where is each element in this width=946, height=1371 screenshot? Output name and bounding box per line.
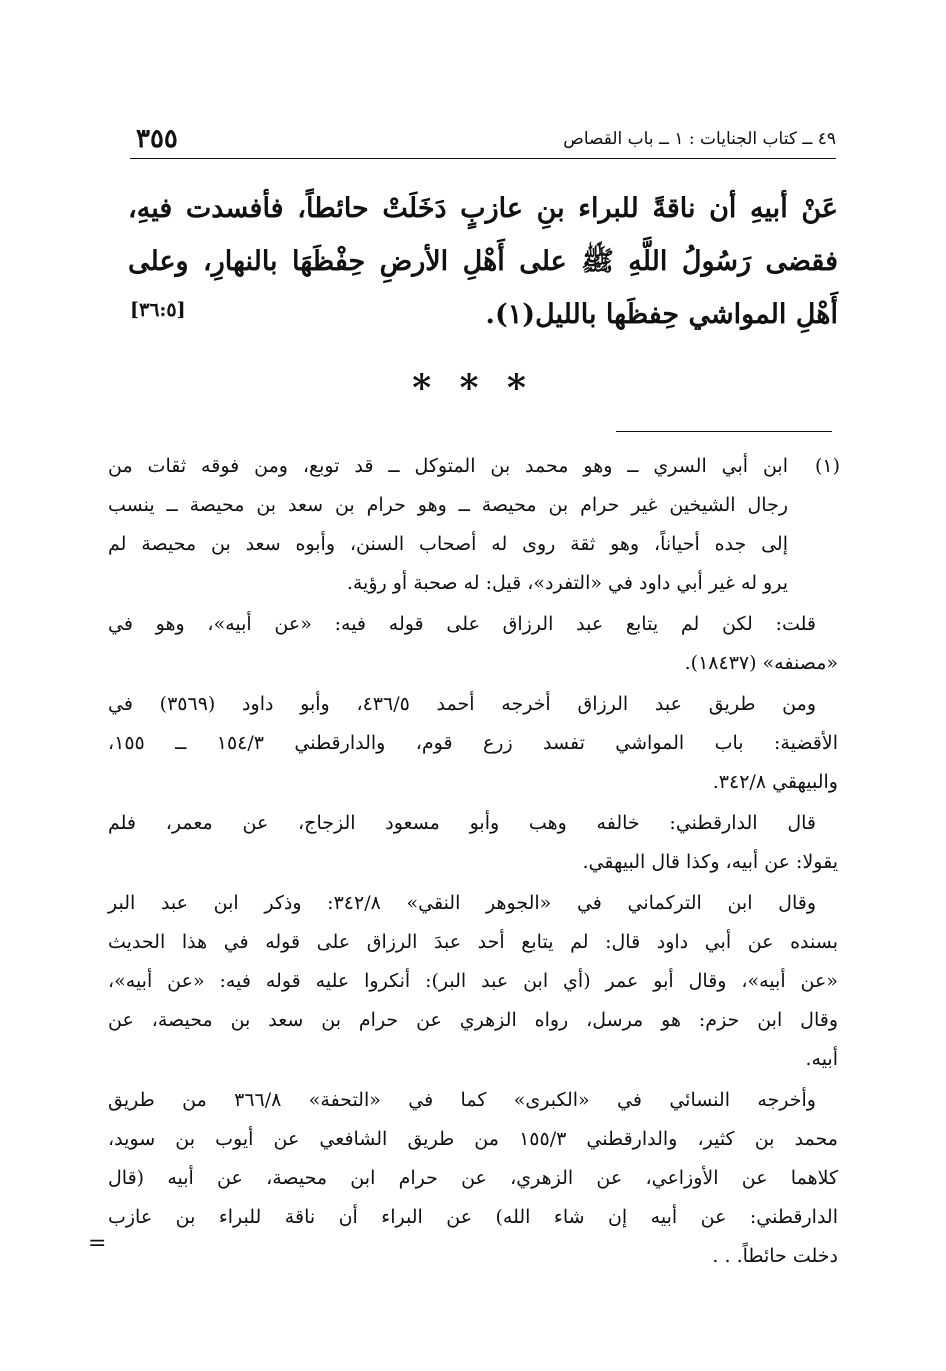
hadith-line: عَنْ أبيهِ أن ناقةً للبراء بنِ عازبٍ دَخَلَتْ حائطاً، فأفسدت فيهِ، <box>128 193 838 224</box>
footnote-line: محمد بن كثير، والدارقطني ١٥٥/٣ من طريق الشافعي عن أيوب بن سويد، <box>108 1128 838 1150</box>
footnote-paragraph <box>108 447 838 603</box>
footnote-line: يقولا: عن أبيه، وكذا قال البيهقي. <box>582 851 838 873</box>
footnote-line: قلت: لكن لم يتابع عبد الرزاق على قوله فيه: «عن أبيه»، وهو في <box>108 613 816 635</box>
hadith-line: أَهْلِ المواشي حِفظَها بالليل(١). <box>485 299 838 330</box>
footnote-paragraph <box>108 605 838 683</box>
footnote-line: الدارقطني: عن أبيه إن شاء الله) عن البراء أن ناقة للبراء بن عازب <box>108 1206 838 1228</box>
footnote-paragraph <box>108 685 838 802</box>
footnote-line: والبيهقي ٣٤٢/٨. <box>712 771 838 793</box>
footnote-line: ومن طريق عبد الرزاق أخرجه أحمد ٤٣٦/٥، وأبو داود (٣٥٦٩) في <box>108 693 816 715</box>
running-title: ٤٩ ــ كتاب الجنايات : ١ ــ باب القصاص <box>563 129 836 149</box>
hadith-reference: [٣٦:٥] <box>130 299 186 321</box>
footnote-line: دخلت حائطاً. . . <box>712 1245 838 1267</box>
footnote-marker: (١) <box>814 455 840 477</box>
footnote-paragraph <box>108 804 838 882</box>
footnote-line: «مصنفه» (١٨٤٣٧). <box>684 652 838 674</box>
footnote-paragraph <box>108 1081 838 1276</box>
page-number: ٣٥٥ <box>136 124 178 154</box>
footnote-line: بسنده عن أبي داود قال: لم يتابع أحد عبدَ الرزاق على قوله في هذا الحديث <box>108 931 838 953</box>
hadith-text <box>128 182 838 341</box>
hadith-line: فقضى رَسُولُ اللَّهِ ﷺ على أَهْلِ الأرضِ حِفْظَهَا بالنهارِ، وعلى <box>128 246 838 277</box>
footnote-line: وأخرجه النسائي في «الكبرى» كما في «التحفة» ٣٦٦/٨ من طريق <box>108 1089 816 1111</box>
footnote-paragraph <box>108 884 838 1079</box>
footnote-line: الأقضية: باب المواشي تفسد زرع قوم، والدارقطني ١٥٤/٣ ــ ١٥٥، <box>108 732 838 754</box>
footnote-line: كلاهما عن الأوزاعي، عن الزهري، عن حرام ابن محيصة، عن أبيه (قال <box>108 1167 838 1189</box>
footnote-line: إلى جده أحياناً، وهو ثقة روى له أصحاب السنن، وأبوه سعد بن محيصة لم <box>108 533 788 555</box>
footnote-line: «عن أبيه»، وقال أبو عمر (أي ابن عبد البر): أنكروا عليه قوله فيه: «عن أبيه»، <box>108 970 838 992</box>
footnote-line: يرو له غير أبي داود في «التفرد»، قيل: له صحبة أو رؤية. <box>346 572 788 594</box>
footnotes <box>108 447 838 1278</box>
section-separator: * * * <box>412 367 534 409</box>
footnote-line: وقال ابن حزم: هو مرسل، رواه الزهري عن حرام بن سعد بن محيصة، عن <box>108 1009 838 1031</box>
footnote-line: قال الدارقطني: خالفه وهب وأبو مسعود الزجاج، عن معمر، فلم <box>108 812 816 834</box>
continuation-mark: = <box>88 1231 107 1256</box>
footnote-divider <box>616 431 832 432</box>
footnote-line: وقال ابن التركماني في «الجوهر النقي» ٣٤٢/٨: وذكر ابن عبد البر <box>108 892 816 914</box>
footnote-line: أبيه. <box>805 1048 838 1070</box>
footnote-line: رجال الشيخين غير حرام بن محيصة ــ وهو حرام بن سعد بن محيصة ــ ينسب <box>108 494 788 516</box>
footnote-line: ابن أبي السري ــ وهو محمد بن المتوكل ــ قد توبع، ومن فوقه ثقات من <box>108 455 788 477</box>
page-header <box>130 118 836 159</box>
